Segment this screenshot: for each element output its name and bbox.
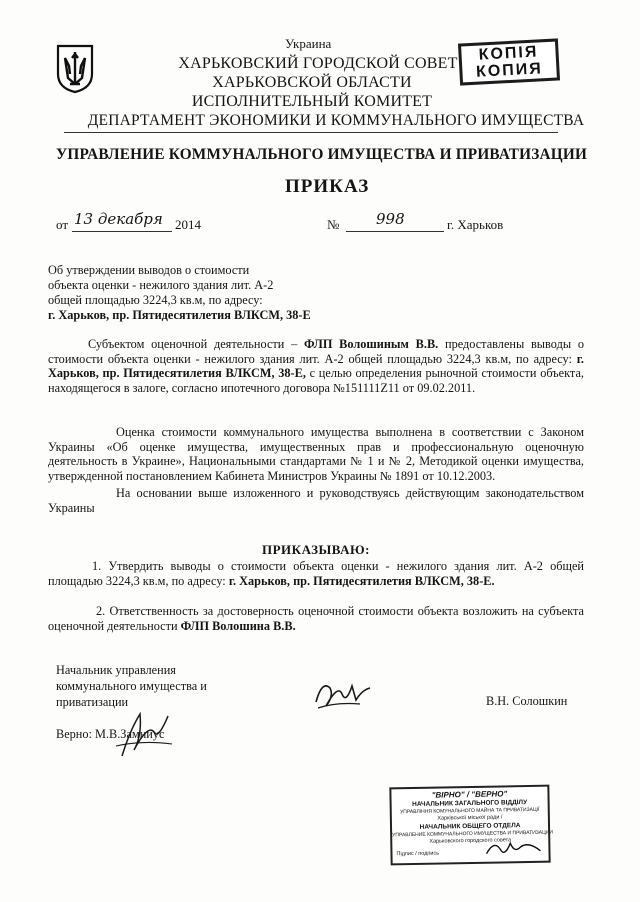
stamp-line2: НАЧАЛЬНИК ЗАГАЛЬНОГО ВІДДІЛУ — [412, 799, 528, 809]
subject-line4: г. Харьков, пр. Пятидесятилетия ВЛКСМ, 38-Е — [48, 308, 311, 322]
copy-stamp-line2: КОПИЯ — [475, 60, 544, 81]
date-prefix: от — [56, 217, 69, 232]
verifier-signature-scribble — [112, 706, 176, 760]
city-label: г. Харьков — [447, 217, 504, 232]
subject-line1: Об утверждении выводов о стоимости — [48, 263, 250, 277]
number-underline — [346, 231, 444, 232]
stamp-line8: Підпис / подпись — [396, 850, 440, 858]
council-line1: ХАРЬКОВСКИЙ ГОРОДСКОЙ СОВЕТ — [178, 55, 458, 72]
order-item1-address: г. Харьков, пр. Пятидесятилетия ВЛКСМ, 38-Е. — [228, 573, 495, 588]
order-item-1 — [48, 559, 584, 588]
order-heading: ПРИКАЗЫВАЮ: — [262, 542, 370, 557]
department-label: ДЕПАРТАМЕНТ ЭКОНОМИКИ И КОММУНАЛЬНОГО ИМУЩЕСТВА — [87, 112, 585, 129]
administration-title: УПРАВЛЕНИЕ КОММУНАЛЬНОГО ИМУЩЕСТВА И ПРИВАТИЗАЦИИ — [56, 146, 588, 163]
order-item1-text: 1. Утвердить выводы о стоимости объекта оценки - нежилого здания лит. А-2 общей площадью 3224,3 кв.м, по адресу: — [48, 559, 584, 588]
certification-stamp — [389, 785, 554, 866]
body-p1-text-c: с целью определения рыночной стоимости объекта, находящегося в залоге, согласно ипотечного договора №151111Z11 от 09.02.2011. — [48, 366, 584, 395]
order-item2-appraiser: ФЛП Волошина В.В. — [180, 618, 296, 633]
stamp-signature-scribble — [484, 837, 544, 860]
stamp-line6: УПРАВЛЕНИЕ КОММУНАЛЬНОГО ИМУЩЕСТВА И ПРИВАТИЗАЦИИ — [392, 829, 554, 839]
signer-name: В.Н. Солошкин — [486, 694, 568, 708]
date-handwritten: 13 декабря — [74, 210, 163, 228]
doc-type-title: ПРИКАЗ — [285, 176, 370, 197]
country-label: Украина — [285, 36, 332, 51]
signer-title-line2: коммунального имущества и — [56, 679, 207, 693]
body-paragraph-3: На основании выше изложенного и руководствуясь действующим законодательством Украины — [48, 486, 584, 515]
body-p1-address: г. Харьков, пр. Пятидесятилетия ВЛКСМ, 38-Е, — [48, 351, 585, 381]
subject-line2: объекта оценки - нежилого здания лит. А-2 — [48, 278, 274, 292]
stamp-line5: НАЧАЛЬНИК ОБЩЕГО ОТДЕЛА — [419, 822, 521, 831]
date-underline — [72, 231, 172, 232]
stamp-line3: УПРАВЛІННЯ КОМУНАЛЬНОГО МАЙНА ТА ПРИВАТИЗАЦІЇ — [400, 806, 540, 816]
stamp-line7: Харьковского городского совета — [429, 837, 512, 845]
signature-scribble — [312, 672, 374, 712]
signer-title-line3: приватизации — [56, 695, 129, 709]
stamp-line4: Харківської міської ради / — [437, 814, 503, 822]
body-paragraph-1 — [48, 337, 584, 395]
body-p1-appraiser: ФЛП Волошиным В.В. — [304, 337, 439, 351]
number-label: № — [327, 217, 340, 232]
committee-label: ИСПОЛНИТЕЛЬНЫЙ КОМИТЕТ — [191, 93, 433, 110]
stamp-line1: "ВІРНО" / "ВЕРНО" — [431, 789, 508, 800]
header-divider — [64, 132, 558, 133]
council-line2: ХАРЬКОВСКОЙ ОБЛАСТИ — [212, 74, 412, 91]
body-paragraph-2: Оценка стоимости коммунального имущества выполнена в соответствии с Законом Украины «Об оценке имущества, имущественных прав и профессиональную оценочную деятельность в Украине», Национальными стандартами № 1 и № 2, Методикой оценки имущества, утвержденной постановлением Кабинета Министров Украины № 1891 от 10.12.2003. — [48, 425, 584, 483]
subject-line3: общей площадью 3224,3 кв.м, по адресу: — [48, 293, 263, 307]
body-p1-text-b: предоставлены выводы о стоимости объекта оценки - нежилого здания лит. А-2 общей площадью 3224,3 кв.м, по адресу: — [48, 337, 584, 366]
body-p1-text-a: Субъектом оценочной деятельности – — [88, 337, 298, 351]
order-item2-text: 2. Ответственность за достоверность оценочной стоимости объекта возложить на субъекта оценочной деятельности — [48, 604, 584, 633]
copy-stamp-line1: КОПІЯ — [478, 43, 539, 64]
signer-title-line1: Начальник управления — [56, 663, 176, 677]
order-item-2 — [48, 604, 584, 633]
year-label: 2014 — [175, 217, 201, 232]
number-handwritten: 998 — [376, 210, 405, 228]
verified-by: Верно: М.В.Замниус — [56, 727, 165, 741]
